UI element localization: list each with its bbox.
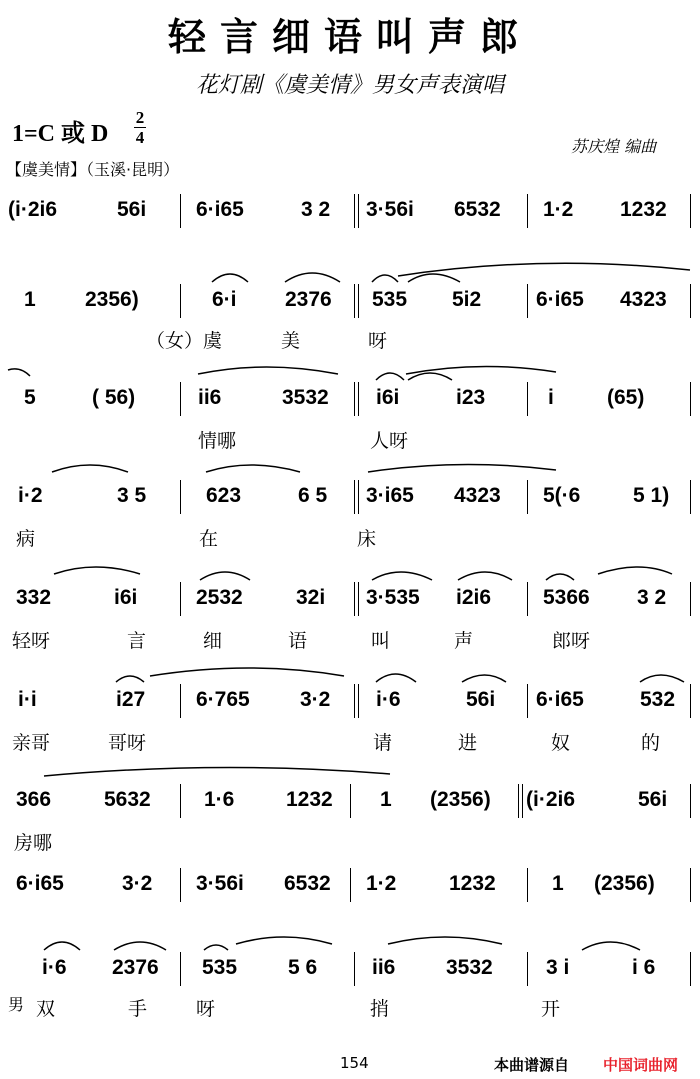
note-group: 1·2 — [543, 198, 574, 221]
lyric: 情哪 — [198, 430, 237, 452]
lyric: 郎呀 — [552, 630, 591, 652]
note-group: 32i — [296, 586, 326, 609]
slur-marks — [0, 926, 700, 956]
slur-marks — [0, 658, 700, 688]
note-group: 2376 — [285, 288, 332, 311]
lyric: 美 — [281, 330, 301, 352]
lyric: 双 — [36, 998, 56, 1020]
note-group: i23 — [456, 386, 486, 409]
slur-marks — [0, 258, 700, 288]
note-group: 56i — [638, 788, 668, 811]
note-group: 56i — [466, 688, 496, 711]
lyric: 言 — [127, 630, 147, 652]
note-group: 623 — [206, 484, 242, 507]
note-group: 2356) — [85, 288, 139, 311]
note-group: (65) — [607, 386, 645, 409]
note-group: 2376 — [112, 956, 159, 979]
note-group: i·6 — [376, 688, 401, 711]
slur-marks — [0, 556, 700, 586]
note-group: (2356) — [430, 788, 491, 811]
source-label: 本曲谱源自 — [494, 1056, 570, 1074]
slur-marks — [0, 454, 700, 484]
lyric: 轻呀 — [12, 630, 51, 652]
lyric: 语 — [288, 630, 308, 652]
note-group: i27 — [116, 688, 146, 711]
note-group: 5 6 — [288, 956, 318, 979]
note-group: (i·2i6 — [8, 198, 58, 221]
note-group: 535 — [202, 956, 238, 979]
lyric: 病 — [16, 528, 36, 550]
note-group: i·i — [18, 688, 37, 711]
lyric: 捎 — [370, 998, 390, 1020]
lyric: 手 — [128, 998, 148, 1020]
note-group: 5(·6 — [543, 484, 581, 507]
song-subtitle: 花灯剧《虞美情》男女声表演唱 — [195, 73, 504, 98]
note-group: 1·6 — [204, 788, 235, 811]
note-group: 6532 — [454, 198, 501, 221]
note-group: 3·56i — [366, 198, 414, 221]
lyric: 呀 — [368, 330, 388, 352]
key-signature: 1=C 或 D — [12, 121, 109, 147]
note-group: 1 — [24, 288, 36, 311]
note-group: i·2 — [18, 484, 43, 507]
note-group: 3·i65 — [366, 484, 414, 507]
lyric: 开 — [541, 998, 561, 1020]
note-group: 6532 — [284, 872, 331, 895]
note-group: ( 56) — [92, 386, 136, 409]
note-group: 5i2 — [452, 288, 482, 311]
note-group: 5 1) — [633, 484, 670, 507]
tune-label: 【虞美情】（玉溪·昆明） — [6, 160, 180, 179]
slur-marks — [0, 356, 700, 386]
note-group: 1232 — [286, 788, 333, 811]
note-group: 5366 — [543, 586, 590, 609]
note-group: 3·535 — [366, 586, 420, 609]
lyric: 房哪 — [14, 832, 53, 854]
lyric: 在 — [199, 528, 219, 550]
lyric: 床 — [357, 528, 377, 550]
song-title: 轻言细语叫声郎 — [167, 14, 532, 59]
page-number: 154 — [340, 1054, 369, 1072]
note-group: 6·i — [212, 288, 237, 311]
note-group: 1232 — [620, 198, 667, 221]
note-group: 3532 — [282, 386, 329, 409]
note-group: (i·2i6 — [526, 788, 576, 811]
lyric: 的 — [641, 732, 661, 754]
note-group: 1232 — [449, 872, 496, 895]
site-link[interactable]: 中国词曲网 — [603, 1056, 679, 1074]
note-group: ii6 — [372, 956, 396, 979]
note-group: 4323 — [620, 288, 667, 311]
note-group: i 6 — [632, 956, 656, 979]
lyric: 呀 — [196, 998, 216, 1020]
note-group: 6·765 — [196, 688, 250, 711]
note-group: 1·2 — [366, 872, 397, 895]
note-group: 3 i — [546, 956, 570, 979]
note-group: ii6 — [198, 386, 222, 409]
note-group: i6i — [114, 586, 138, 609]
lyric: 声 — [454, 630, 474, 652]
note-group: 3·2 — [300, 688, 331, 711]
lyric: 亲哥 — [12, 732, 51, 754]
note-group: 6·i65 — [16, 872, 64, 895]
note-group: 6·i65 — [536, 288, 584, 311]
note-group: i2i6 — [456, 586, 492, 609]
note-group: 5 — [24, 386, 36, 409]
note-group: (2356) — [594, 872, 655, 895]
note-group: 6·i65 — [536, 688, 584, 711]
note-group: 3·2 — [122, 872, 153, 895]
time-signature — [134, 109, 146, 146]
note-group: 2532 — [196, 586, 243, 609]
time-signature-bottom: 4 — [135, 128, 145, 147]
note-group: 56i — [117, 198, 147, 221]
lyric: 进 — [458, 732, 478, 754]
note-group: 332 — [16, 586, 52, 609]
note-group: 4323 — [454, 484, 501, 507]
note-group: 3·56i — [196, 872, 244, 895]
note-group: 3 2 — [301, 198, 331, 221]
note-group: 3 2 — [637, 586, 667, 609]
time-signature-top: 2 — [135, 108, 145, 127]
note-group: 1 — [380, 788, 392, 811]
lyric: 奴 — [551, 732, 571, 754]
lyric: 哥呀 — [108, 732, 147, 754]
lyric: 人呀 — [370, 430, 409, 452]
note-group: 532 — [640, 688, 676, 711]
note-group: 6 5 — [298, 484, 328, 507]
note-group: 5632 — [104, 788, 151, 811]
note-group: i6i — [376, 386, 400, 409]
lyric: 细 — [203, 630, 223, 652]
note-group: 3 5 — [117, 484, 147, 507]
note-group: 366 — [16, 788, 52, 811]
singer-marker: 男 — [8, 995, 25, 1014]
note-group: i — [548, 386, 554, 409]
lyric: 叫 — [371, 630, 391, 652]
note-group: 3532 — [446, 956, 493, 979]
lyric: 请 — [373, 732, 393, 754]
note-group: 1 — [552, 872, 564, 895]
note-group: 6·i65 — [196, 198, 244, 221]
lyric: （女）虞 — [146, 330, 223, 352]
composer-credit: 苏庆煌 编曲 — [571, 137, 657, 156]
note-group: i·6 — [42, 956, 67, 979]
note-group: 535 — [372, 288, 408, 311]
